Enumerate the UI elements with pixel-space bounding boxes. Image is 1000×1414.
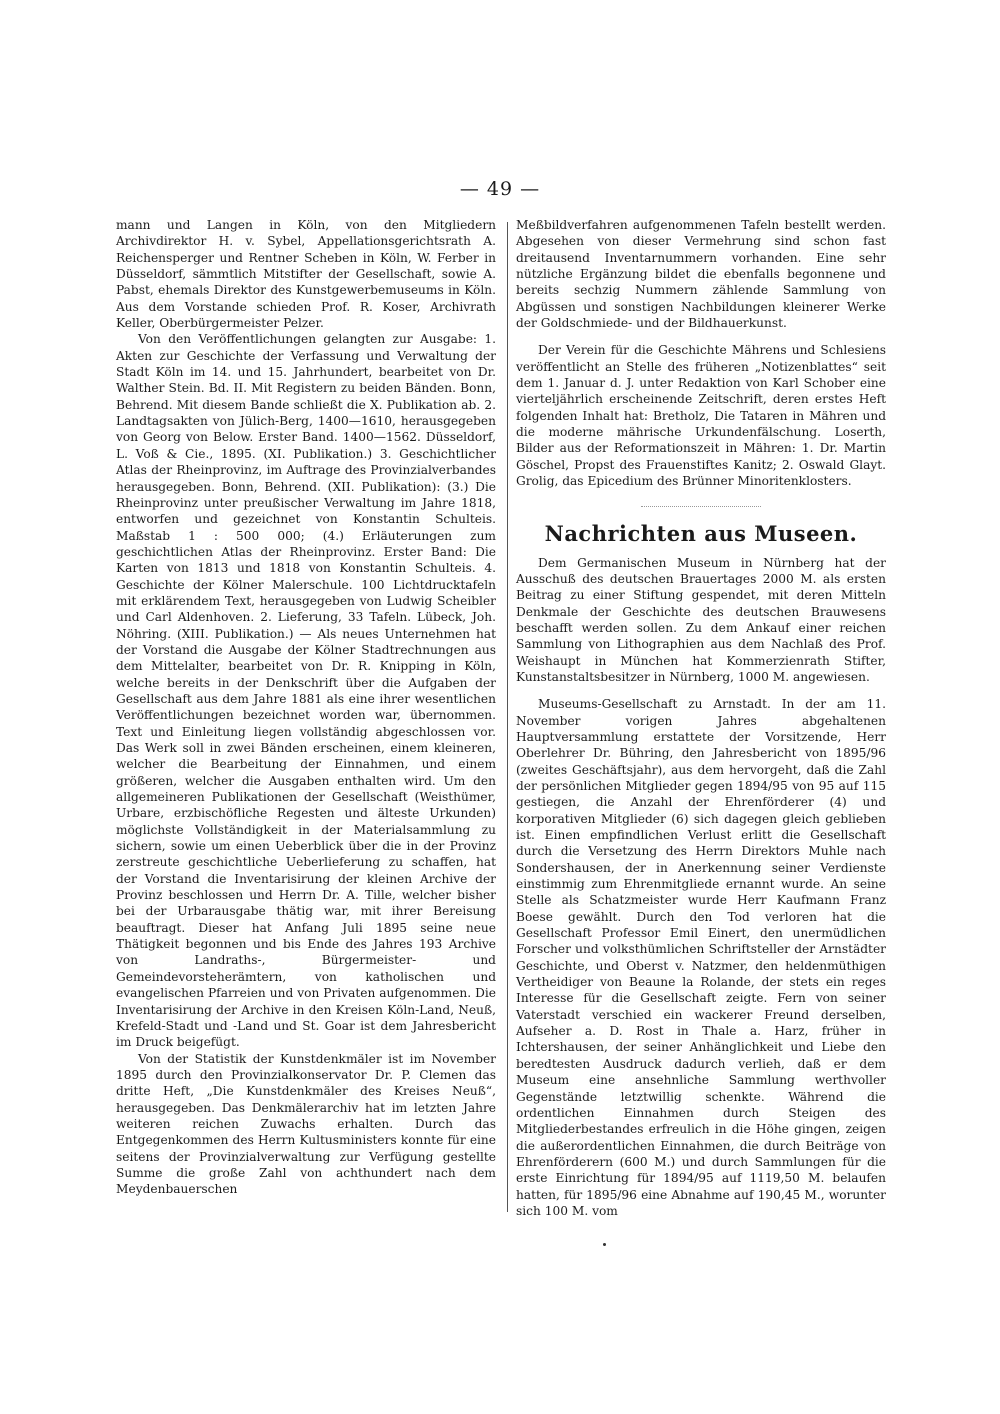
paragraph-arnstadt-society: Museums-Gesellschaft zu Arnstadt. In der am 11. November vorigen Jahres abgehaltenen Hauptversammlung erstattete der Vorsitzende, Herr Oberlehrer Dr. Bühring, den Jahresbericht von 1895/96 (zweites Geschäftsjahr), aus dem hervorgeht, daß die Zahl der persönlichen Mitglieder gegen 1894/95 von 95 auf 115 gestiegen, die Anzahl der Ehrenförderer (4) und korporativen Mitglieder (6) sich dagegen gleich geblieben ist. Einen empfindlichen Verlust erlitt die Gesellschaft durch die Versetzung des Herrn Direktors Muhle nach Sondershausen, der in Anerkennung seiner Verdienste einstimmig zum Ehrenmitgliede ernannt wurde. An seine Stelle als Schatzmeister wurde Herr Kaufmann Franz Boese gewählt. Durch den Tod verloren hat die Gesellschaft Professor Emil Einert, den unermüdlichen Forscher und volksthümlichen Schriftsteller der Arnstädter Geschichte, und Oberst v. Natzmer, den heldenmüthigen Vertheidiger von Beaune la Rolande, der stets ein reges Interesse für die Gesellschaft zeigte. Fern von seiner Vaterstadt verschied ein wackerer Freund derselben, Aufseher a. D. Rost in Thale a. Harz, früher in Ichtershausen, der seiner Anhänglichkeit und Liebe den beredtesten Ausdruck dadurch verlieh, daß er dem Museum eine ansehnliche Sammlung werthvoller Gegenstände letztwillig schenkte. Während die ordentlichen Einnahmen durch Steigen des Mitgliederbestandes erfreulich in die Höhe gingen, zeigen die außerordentlichen Einnahmen, die durch Beiträge von Ehrenförderern (600 M.) und durch Sammlungen für die erste Einrichtung für 1894/95 auf 1119,50 M. belaufen hatten, für 1895/96 eine Abnahme auf 190,45 M., worunter sich 100 M. vom (516, 697, 886, 1218)
paragraph-moravia-society: Der Verein für die Geschichte Mährens und Schlesiens veröffentlicht an Stelle des früheren „Notizenblattes“ seit dem 1. Januar d. J. unter Redaktion von Karl Schober eine vierteljährlich erscheinende Zeitschrift, deren erstes Heft folgenden Inhalt hat: Bretholz, Die Tataren in Mähren und die moderne mährische Urkundenfälschung. Loserth, Bilder aus der Reformationszeit in Mähren: 1. Dr. Martin Göschel, Propst des Frauenstiftes Kanitz; 2. Oswald Glayt. Grolig, das Epicedium des Brünner Minoritenklosters. (516, 343, 886, 489)
left-column (116, 217, 496, 1198)
paragraph-germanic-museum: Dem Germanischen Museum in Nürnberg hat der Ausschuß des deutschen Brauertages 2000 M. als ersten Beitrag zu einer Stiftung gespendet, mit deren Mitteln Denkmale der Geschichte des deutschen Brauwesens beschafft werden sollen. Zu dem Ankauf einer reichen Sammlung von Lithographien aus dem Nachlaß des Prof. Weishaupt in München hat Kommerzienrath Stifter, Kunstanstaltsbesitzer in Nürnberg, 1000 M. angewiesen. (516, 555, 886, 684)
paragraph-statistics: Von der Statistik der Kunstdenkmäler ist im November 1895 durch den Provinzialkonservator Dr. P. Clemen das dritte Heft, „Die Kunstdenkmäler des Kreises Neuß“, herausgegeben. Das Denkmälerarchiv hat im letzten Jahre weiteren reichen Zuwachs erhalten. Durch das Entgegenkommen des Herrn Kultusministers konnte für eine seitens der Provinzialverwaltung zur Verfügung gestellte Summe die große Zahl von achthundert nach dem Meydenbauerschen (116, 1051, 496, 1197)
ink-dot (603, 1243, 606, 1246)
paragraph-society-members: mann und Langen in Köln, von den Mitgliedern Archivdirektor H. v. Sybel, Appellationsgerichtsrath A. Reichensperger und Rentner Scheben in Köln, W. Ferber in Düsseldorf, sämmtlich Mitstifter der Gesellschaft, sowie A. Pabst, ehemals Direktor des Kunstgewerbemuseums in Köln. Aus dem Vorstande schieden Prof. R. Koser, Archivrath Keller, Oberbürgermeister Pelzer. (116, 218, 496, 331)
page-number: — 49 — (459, 178, 541, 200)
right-column (516, 217, 886, 1219)
paragraph-publications: Von den Veröffentlichungen gelangten zur Ausgabe: 1. Akten zur Geschichte der Verfassung und Verwaltung der Stadt Köln im 14. und 15. Jahrhundert, bearbeitet von Dr. Walther Stein. Bd. II. Mit Registern zu beiden Bänden. Bonn, Behrend. Mit diesem Bande schließt die X. Publikation ab. 2. Landtagsakten von Jülich-Berg, 1400—1610, herausgegeben von Georg von Below. Erster Band. 1400—1562. Düsseldorf, L. Voß & Cie., 1895. (XI. Publikation.) 3. Geschichtlicher Atlas der Rheinprovinz, im Auftrage des Provinzialverbandes herausgegeben. Bonn, Behrend. (XII. Publikation): (3.) Die Rheinprovinz unter preußischer Verwaltung im Jahre 1818, entworfen und gezeichnet von Konstantin Schulteis. Maßstab 1 : 500 000; (4.) Erläuterungen zum geschichtlichen Atlas der Rheinprovinz. Erster Band: Die Karten von 1813 und 1818 von Konstantin Schulteis. 4. Geschichte der Kölner Malerschule. 100 Lichtdrucktafeln mit erklärendem Text, herausgegeben von Ludwig Scheibler und Carl Aldenhoven. 2. Lieferung, 33 Tafeln. Lübeck, Joh. Nöhring. (XIII. Publikation.) — Als neues Unternehmen hat der Vorstand die Ausgabe der Kölner Stadtrechnungen aus dem Mittelalter, bearbeitet von Dr. R. Knipping in Köln, welche bereits in der Denkschrift über die Aufgaben der Gesellschaft aus dem Jahre 1881 als eine ihrer wesentlichen Veröffentlichungen bezeichnet worden war, übernommen. Text und Einleitung liegen vollständig abgeschlossen vor. Das Werk soll in zwei Bänden erscheinen, einem kleineren, welcher die Bearbeitung der Einnahmen, und einem größeren, welcher die Ausgaben enthalten wird. Um den allgemeineren Publikationen der Gesellschaft (Weisthümer, Urbare, erzbischöfliche Regesten und älteste Urkunden) möglichste Vollständigkeit in der Materialsammlung zu sichern, sowie um einen Ueberblick über die in der Provinz zerstreute geschichtliche Ueberlieferung zu schaffen, hat der Vorstand die Inventarisirung der kleinen Archive der Provinz beschlossen und Herrn Dr. A. Tille, welcher bisher bei der Urbarausgabe thätig war, mit ihrer Bereisung beauftragt. Dieser hat Anfang Juli 1895 seine neue Thätigkeit begonnen und bis Ende des Jahres 193 Archive von Landraths-, Bürgermeister- und Gemeindevorsteherämtern, von katholischen und evangelischen Pfarreien und von Privaten aufgenommen. Die Inventarisirung der Archive in den Kreisen Köln-Land, Neuß, Krefeld-Stadt und -Land und St. Goar ist dem Jahresbericht im Druck beigefügt. (116, 332, 496, 1050)
section-heading: Nachrichten aus Museen. (544, 520, 858, 546)
section-separator (641, 506, 761, 507)
paragraph-photogrammetry: Meßbildverfahren aufgenommenen Tafeln bestellt werden. Abgesehen von dieser Vermehrung sind schon fast dreitausend Inventarnummern vorhanden. Eine sehr nützliche Ergänzung bildet die ebenfalls begonnene und bereits sechzig Nummern zählende Sammlung von Abgüssen und sonstigen Nachbildungen kleinerer Werke der Goldschmiede- und der Bildhauerkunst. (516, 218, 886, 331)
column-divider (507, 222, 508, 1212)
